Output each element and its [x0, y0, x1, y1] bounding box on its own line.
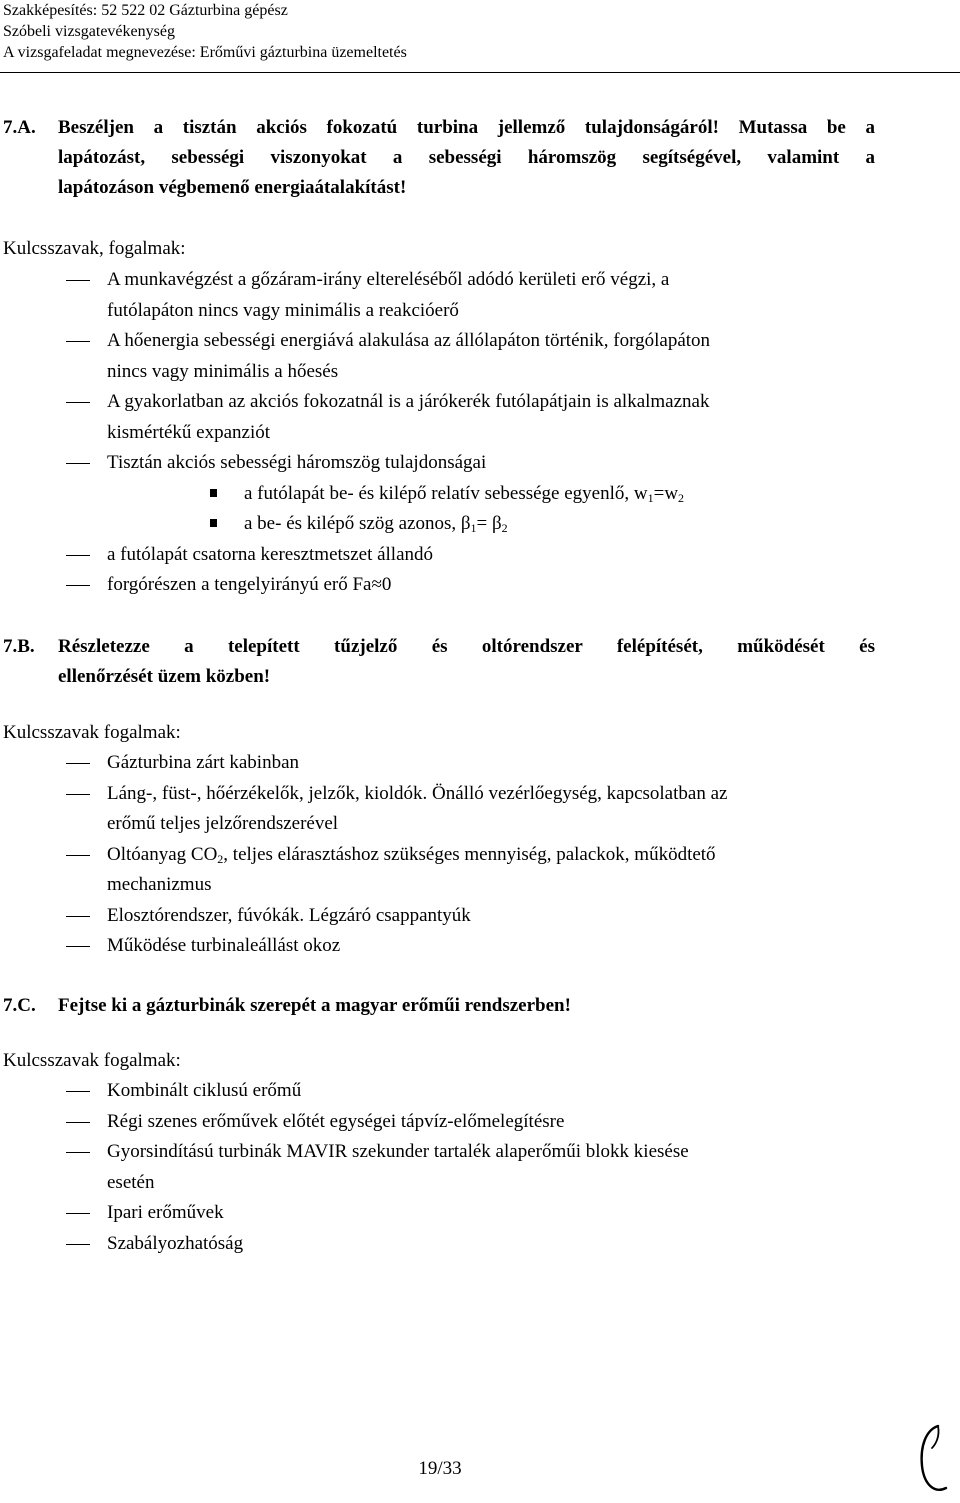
question-line: Részletezze a telepített tűzjelző és oltórendszer felépítését, működését és	[58, 636, 875, 657]
dash-bullet-icon	[66, 1091, 90, 1092]
sub-list-item: a be- és kilépő szög azonos, $\beta_1= \beta_2$	[0, 509, 900, 540]
question-line: ellenőrzését üzem közben!	[58, 666, 271, 687]
dash-bullet-icon	[66, 1213, 90, 1214]
square-bullet-icon	[210, 489, 217, 497]
question-text: Fejtse ki a gázturbinák szerepét a magyar erőműi rendszerben!	[58, 995, 571, 1016]
list-item: A munkavégzést a gőzáram-irány eltereléséből adódó kerületi erő végzi, a futólapáton nincs vagy minimális a reakcióerő	[0, 265, 900, 326]
question-number: 7.C.	[3, 995, 36, 1016]
list-item: a futólapát csatorna keresztmetszet állandó	[0, 540, 900, 571]
list-item: Oltóanyag $CO_2$, teljes elárasztáshoz szükséges mennyiség, palackok, működtető mechanizmus	[0, 840, 900, 901]
list-item: Ipari erőművek	[0, 1198, 900, 1229]
dash-bullet-icon	[66, 855, 90, 856]
list-item: Működése turbinaleállást okoz	[0, 931, 900, 962]
dash-bullet-icon	[66, 463, 90, 464]
dash-bullet-icon	[66, 916, 90, 917]
list-item: Gázturbina zárt kabinban	[0, 748, 900, 779]
dash-bullet-icon	[66, 1244, 90, 1245]
keyword-list-7a	[0, 265, 900, 601]
header-exam-type: Szóbeli vizsgatevékenység	[3, 23, 175, 40]
question-text	[58, 113, 875, 203]
question-number: 7.A.	[3, 117, 36, 138]
square-bullet-icon	[210, 519, 217, 527]
header-divider	[0, 72, 960, 73]
list-item: A hőenergia sebességi energiává alakulása az állólapáton történik, forgólapáton nincs vagy minimális a hőesés	[0, 326, 900, 387]
list-item: Régi szenes erőművek előtét egységei tápvíz-előmelegítésre	[0, 1107, 900, 1138]
page-number: 19/33	[418, 1458, 462, 1479]
sub-list-item: a futólapát be- és kilépő relatív sebessége egyenlő, $w_1=w_2$	[0, 479, 900, 510]
header-task-name: A vizsgafeladat megnevezése: Erőművi gázturbina üzemeltetés	[3, 44, 407, 61]
question-line: lapátozáson végbemenő energiaátalakítást!	[58, 177, 407, 198]
document-header	[0, 0, 960, 63]
header-qualification: Szakképesítés: 52 522 02 Gázturbina gépész	[3, 2, 288, 19]
list-item: forgórészen a tengelyirányú erő Fa≈0	[0, 570, 900, 601]
keywords-label-7a: Kulcsszavak, fogalmak:	[3, 238, 186, 259]
question-text	[58, 632, 875, 692]
sub-list	[107, 479, 900, 540]
keyword-list-7b	[0, 748, 900, 962]
question-number: 7.B.	[3, 636, 35, 657]
list-item: Gyorsindítású turbinák MAVIR szekunder tartalék alaperőműi blokk kiesése esetén	[0, 1137, 900, 1198]
signature-mark	[916, 1422, 952, 1500]
dash-bullet-icon	[66, 555, 90, 556]
dash-bullet-icon	[66, 1152, 90, 1153]
list-item: Láng-, füst-, hőérzékelők, jelzők, kioldók. Önálló vezérlőegység, kapcsolatban az erőmű teljes jelzőrendszerével	[0, 779, 900, 840]
list-item: A gyakorlatban az akciós fokozatnál is a járókerék futólapátjain is alkalmaznak kismértékű expanziót	[0, 387, 900, 448]
dash-bullet-icon	[66, 1122, 90, 1123]
dash-bullet-icon	[66, 763, 90, 764]
keywords-label-7c: Kulcsszavak fogalmak:	[3, 1050, 181, 1071]
list-item: Szabályozhatóság	[0, 1229, 900, 1260]
dash-bullet-icon	[66, 341, 90, 342]
list-item: Elosztórendszer, fúvókák. Légzáró csappantyúk	[0, 901, 900, 932]
question-line: lapátozást, sebességi viszonyokat a sebességi háromszög segítségével, valamint a	[58, 147, 875, 168]
list-item: Kombinált ciklusú erőmű	[0, 1076, 900, 1107]
dash-bullet-icon	[66, 585, 90, 586]
question-7c	[3, 991, 875, 1021]
question-line: Beszéljen a tisztán akciós fokozatú turbina jellemző tulajdonságáról! Mutassa be a	[58, 117, 875, 138]
dash-bullet-icon	[66, 280, 90, 281]
dash-bullet-icon	[66, 946, 90, 947]
dash-bullet-icon	[66, 794, 90, 795]
question-7a	[3, 113, 875, 203]
keyword-list-7c	[0, 1076, 900, 1259]
question-7b	[3, 632, 875, 692]
dash-bullet-icon	[66, 402, 90, 403]
list-item: Tisztán akciós sebességi háromszög tulajdonságai a futólapát be- és kilépő relatív sebessége egyenlő, $w_1=w_2$ a be- és kilépő szög azonos, $\beta_1= \beta_2$	[0, 448, 900, 540]
keywords-label-7b: Kulcsszavak fogalmak:	[3, 722, 181, 743]
